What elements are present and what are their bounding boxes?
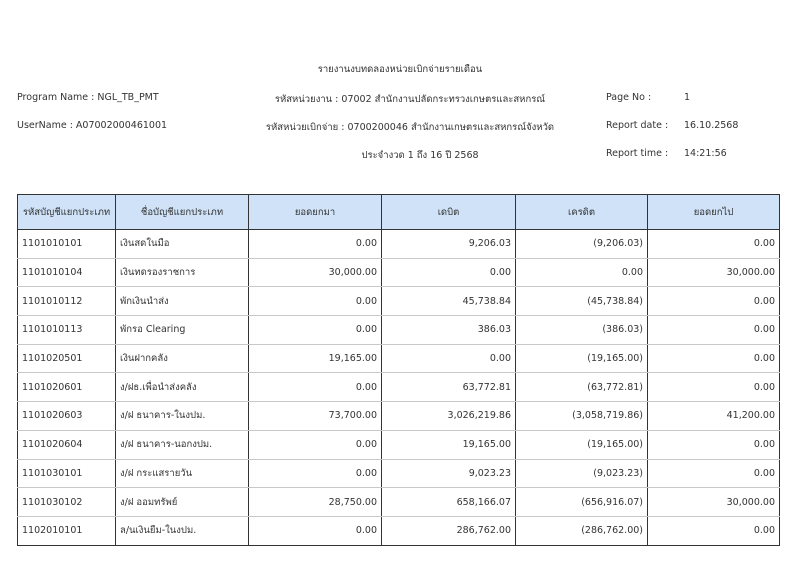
account-name-cell: พักเงินนำส่ง bbox=[116, 287, 249, 316]
debit-cell: 0.00 bbox=[382, 258, 516, 287]
brought-forward-cell: 73,700.00 bbox=[249, 402, 382, 431]
account-code-cell: 1102010101 bbox=[18, 516, 116, 545]
header-carried-forward: ยอดยกไป bbox=[648, 195, 780, 230]
debit-cell: 19,165.00 bbox=[382, 430, 516, 459]
debit-cell: 386.03 bbox=[382, 316, 516, 345]
carried-forward-cell: 0.00 bbox=[648, 287, 780, 316]
account-name-cell: ล/นเงินยืม-ในงปม. bbox=[116, 516, 249, 545]
account-name-cell: ง/ฝ กระแสรายวัน bbox=[116, 459, 249, 488]
account-name-cell: ง/ฝ ธนาคาร-ในงปม. bbox=[116, 402, 249, 431]
debit-cell: 0.00 bbox=[382, 344, 516, 373]
table-row bbox=[18, 344, 780, 373]
credit-cell: (9,206.03) bbox=[516, 230, 648, 259]
debit-cell: 63,772.81 bbox=[382, 373, 516, 402]
credit-cell: (286,762.00) bbox=[516, 516, 648, 545]
header-credit: เครดิต bbox=[516, 195, 648, 230]
page-no-label: Page No : bbox=[606, 92, 652, 103]
account-name-cell: เงินทดรองราชการ bbox=[116, 258, 249, 287]
account-code-cell: 1101010101 bbox=[18, 230, 116, 259]
account-code-cell: 1101020603 bbox=[18, 402, 116, 431]
account-code-cell: 1101020601 bbox=[18, 373, 116, 402]
report-time-label: Report time : bbox=[606, 148, 669, 159]
carried-forward-cell: 0.00 bbox=[648, 316, 780, 345]
report-time-value: 14:21:56 bbox=[684, 148, 727, 159]
account-code-cell: 1101020501 bbox=[18, 344, 116, 373]
debit-cell: 658,166.07 bbox=[382, 488, 516, 517]
carried-forward-cell: 0.00 bbox=[648, 459, 780, 488]
account-name-cell: เงินฝากคลัง bbox=[116, 344, 249, 373]
table-row bbox=[18, 430, 780, 459]
account-name-cell: เงินสดในมือ bbox=[116, 230, 249, 259]
credit-cell: 0.00 bbox=[516, 258, 648, 287]
credit-cell: (63,772.81) bbox=[516, 373, 648, 402]
debit-cell: 9,206.03 bbox=[382, 230, 516, 259]
trial-balance-table bbox=[17, 194, 780, 546]
account-code-cell: 1101010113 bbox=[18, 316, 116, 345]
carried-forward-cell: 0.00 bbox=[648, 344, 780, 373]
account-code-cell: 1101020604 bbox=[18, 430, 116, 459]
account-code-cell: 1101010112 bbox=[18, 287, 116, 316]
credit-cell: (19,165.00) bbox=[516, 430, 648, 459]
brought-forward-cell: 19,165.00 bbox=[249, 344, 382, 373]
carried-forward-cell: 30,000.00 bbox=[648, 258, 780, 287]
account-code-cell: 1101030102 bbox=[18, 488, 116, 517]
debit-cell: 286,762.00 bbox=[382, 516, 516, 545]
account-code-cell: 1101030101 bbox=[18, 459, 116, 488]
brought-forward-cell: 0.00 bbox=[249, 230, 382, 259]
table-row bbox=[18, 402, 780, 431]
credit-cell: (3,058,719.86) bbox=[516, 402, 648, 431]
table-header-row bbox=[18, 195, 780, 230]
report-period: ประจำงวด 1 ถึง 16 ปี 2568 bbox=[361, 150, 479, 161]
brought-forward-cell: 0.00 bbox=[249, 316, 382, 345]
brought-forward-cell: 0.00 bbox=[249, 516, 382, 545]
table-row bbox=[18, 516, 780, 545]
account-code-cell: 1101010104 bbox=[18, 258, 116, 287]
report-date-label: Report date : bbox=[606, 120, 669, 131]
header-account-code: รหัสบัญชีแยกประเภท bbox=[18, 195, 116, 230]
brought-forward-cell: 0.00 bbox=[249, 430, 382, 459]
account-name-cell: พักรอ Clearing bbox=[116, 316, 249, 345]
carried-forward-cell: 41,200.00 bbox=[648, 402, 780, 431]
credit-cell: (45,738.84) bbox=[516, 287, 648, 316]
carried-forward-cell: 0.00 bbox=[648, 230, 780, 259]
user-name: UserName : A07002000461001 bbox=[17, 120, 168, 131]
carried-forward-cell: 0.00 bbox=[648, 430, 780, 459]
program-name: Program Name : NGL_TB_PMT bbox=[17, 92, 159, 103]
credit-cell: (9,023.23) bbox=[516, 459, 648, 488]
disbursing-unit: รหัสหน่วยเบิกจ่าย : 0700200046 สำนักงานเกษตรและสหกรณ์จังหวัด bbox=[265, 122, 555, 133]
credit-cell: (19,165.00) bbox=[516, 344, 648, 373]
debit-cell: 45,738.84 bbox=[382, 287, 516, 316]
brought-forward-cell: 28,750.00 bbox=[249, 488, 382, 517]
brought-forward-cell: 0.00 bbox=[249, 373, 382, 402]
header-account-name: ชื่อบัญชีแยกประเภท bbox=[116, 195, 249, 230]
report-date-value: 16.10.2568 bbox=[684, 120, 739, 131]
debit-cell: 3,026,219.86 bbox=[382, 402, 516, 431]
carried-forward-cell: 0.00 bbox=[648, 373, 780, 402]
header-brought-forward: ยอดยกมา bbox=[249, 195, 382, 230]
table-row bbox=[18, 459, 780, 488]
credit-cell: (386.03) bbox=[516, 316, 648, 345]
page-no-value: 1 bbox=[684, 92, 691, 103]
brought-forward-cell: 0.00 bbox=[249, 459, 382, 488]
debit-cell: 9,023.23 bbox=[382, 459, 516, 488]
account-name-cell: ง/ฝ ออมทรัพย์ bbox=[116, 488, 249, 517]
carried-forward-cell: 0.00 bbox=[648, 516, 780, 545]
brought-forward-cell: 0.00 bbox=[249, 287, 382, 316]
table-row bbox=[18, 230, 780, 259]
account-name-cell: ง/ฝธ.เพื่อนำส่งคลัง bbox=[116, 373, 249, 402]
report-title: รายงานงบทดลองหน่วยเบิกจ่ายรายเดือน bbox=[317, 64, 483, 75]
account-name-cell: ง/ฝ ธนาคาร-นอกงปม. bbox=[116, 430, 249, 459]
table-row bbox=[18, 316, 780, 345]
brought-forward-cell: 30,000.00 bbox=[249, 258, 382, 287]
carried-forward-cell: 30,000.00 bbox=[648, 488, 780, 517]
table-row bbox=[18, 488, 780, 517]
table-row bbox=[18, 287, 780, 316]
agency-code: รหัสหน่วยงาน : 07002 สำนักงานปลัดกระทรวงเกษตรและสหกรณ์ bbox=[274, 94, 546, 105]
header-debit: เดบิต bbox=[382, 195, 516, 230]
table-row bbox=[18, 373, 780, 402]
table-row bbox=[18, 258, 780, 287]
credit-cell: (656,916.07) bbox=[516, 488, 648, 517]
